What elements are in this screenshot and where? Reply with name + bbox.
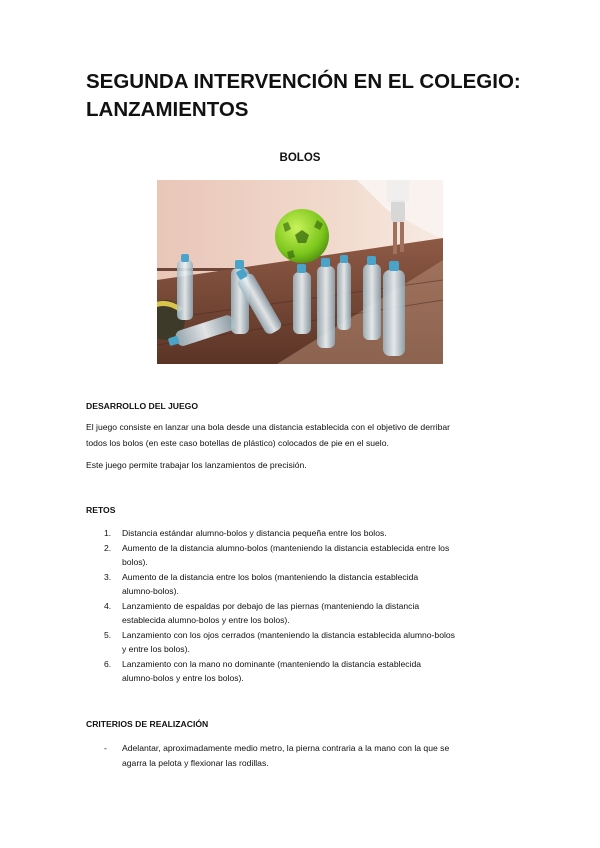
list-item-text-line-2: bolos). — [122, 557, 148, 567]
list-item-text-line-2: alumno-bolos). — [122, 586, 179, 596]
criterios-list — [86, 741, 526, 771]
list-item-text-line-1: Adelantar, aproximadamente medio metro, la pierna contraria a la mano con la que se — [122, 743, 450, 753]
list-item-number: 6. — [104, 658, 112, 669]
list-item — [86, 628, 526, 657]
desarrollo-paragraph-2: Este juego permite trabajar los lanzamientos de precisión. — [86, 460, 307, 470]
list-item-text-line-1: Aumento de la distancia entre los bolos (manteniendo la distancia establecida — [122, 571, 419, 582]
title-line-2: LANZAMIENTOS — [86, 98, 249, 121]
list-item-bullet: - — [104, 743, 107, 753]
retos-list — [86, 526, 526, 686]
list-item-number: 4. — [104, 600, 112, 611]
list-item-text-line-1: Lanzamiento con la mano no dominante (manteniendo la distancia establecida — [122, 658, 422, 669]
desarrollo-paragraph-1 — [86, 419, 516, 451]
bowling-photo — [157, 180, 443, 364]
section-heading-retos: RETOS — [86, 505, 116, 515]
list-item-number: 5. — [104, 629, 112, 640]
list-item — [86, 657, 526, 686]
list-item-number: 2. — [104, 542, 112, 553]
list-item-text-line-1: Distancia estándar alumno-bolos y distancia pequeña entre los bolos. — [122, 528, 387, 538]
section-heading-desarrollo: DESARROLLO DEL JUEGO — [86, 401, 199, 411]
list-item-text-line-2: establecida alumno-bolos y entre los bolos). — [122, 615, 290, 625]
list-item-text-line-1: Lanzamiento de espaldas por debajo de las piernas (manteniendo la distancia — [122, 600, 420, 611]
list-item — [86, 599, 526, 628]
page-title — [86, 68, 556, 124]
list-item — [86, 570, 526, 599]
desarrollo-paragraph-1-line-2: todos los bolos (en este caso botellas de plástico) colocados de pie en el suelo. — [86, 438, 389, 448]
list-item-text-line-1: Aumento de la distancia alumno-bolos (manteniendo la distancia establecida entre los — [122, 542, 450, 553]
list-item — [86, 741, 526, 771]
list-item — [86, 526, 526, 541]
list-item-text-line-2: alumno-bolos y entre los bolos). — [122, 673, 244, 683]
list-item-text-line-2: y entre los bolos). — [122, 644, 190, 654]
list-item — [86, 541, 526, 570]
title-line-1: SEGUNDA INTERVENCIÓN EN EL COLEGIO: — [86, 70, 521, 93]
list-item-text-line-1: Lanzamiento con los ojos cerrados (manteniendo la distancia establecida alumno-bolos — [122, 629, 455, 640]
list-item-number: 1. — [104, 528, 112, 538]
list-item-number: 3. — [104, 571, 112, 582]
desarrollo-paragraph-1-line-1: El juego consiste en lanzar una bola desde una distancia establecida con el objetivo de derribar — [86, 422, 451, 432]
section-heading-criterios: CRITERIOS DE REALIZACIÓN — [86, 719, 209, 729]
section-subtitle: BOLOS — [279, 152, 321, 164]
list-item-text-line-2: agarra la pelota y flexionar las rodillas. — [122, 758, 269, 768]
